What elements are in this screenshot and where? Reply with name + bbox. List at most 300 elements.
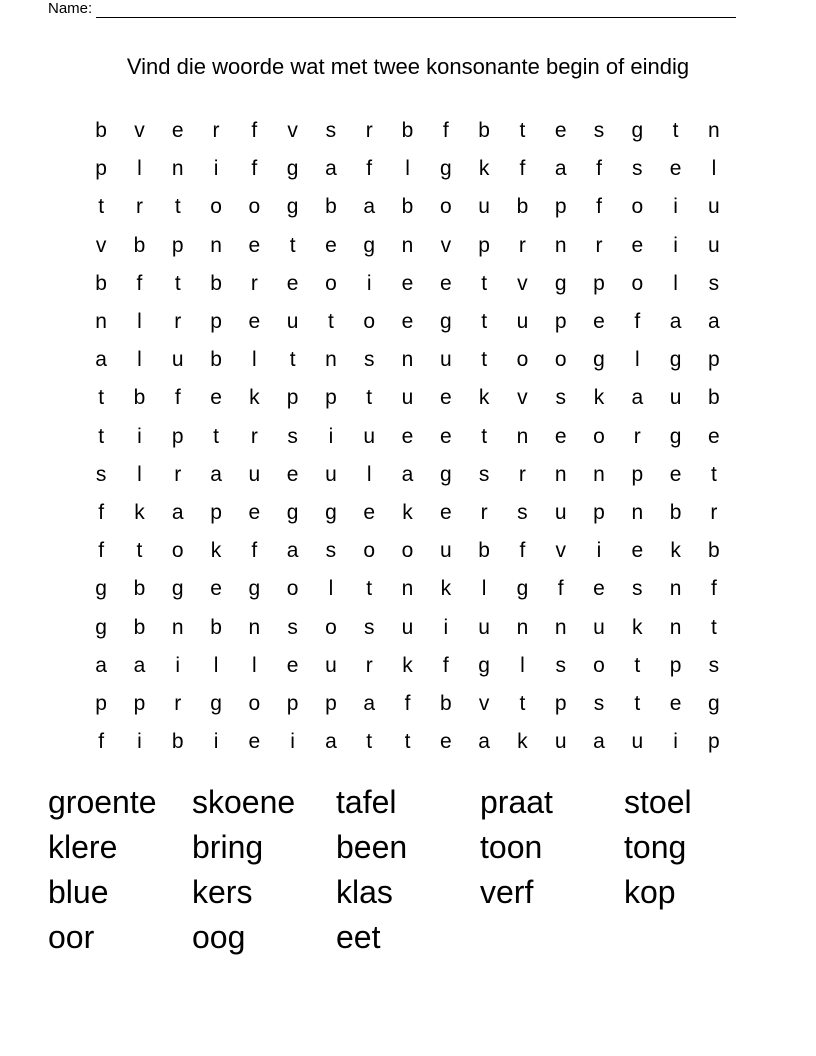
grid-cell: e [325,233,337,257]
grid-cell: o [554,348,567,372]
grid-cell: o [325,615,337,639]
grid-cell: f [404,691,411,715]
grid-cell: g [669,424,682,448]
grid-cell: s [363,615,375,639]
grid-cell: s [632,577,643,601]
grid-cell: i [137,730,142,754]
grid-cell: u [248,462,261,486]
grid-cell: e [171,119,184,143]
grid-cell: g [286,157,299,181]
grid-cell: f [136,271,143,295]
grid-cell: e [210,577,222,601]
grid-cell: g [439,157,452,181]
grid-cell: r [250,424,258,448]
grid-cell: v [440,233,452,257]
grid-cell: p [210,310,222,334]
grid-cell: t [634,653,641,677]
grid-cell: o [593,653,605,677]
grid-cell: a [133,653,146,677]
grid-cell: l [252,348,257,372]
grid-cell: u [708,195,720,219]
grid-cell: n [210,233,222,257]
grid-cell: p [554,195,567,219]
grid-cell: s [325,119,337,143]
grid-cell: a [593,730,605,754]
grid-cell: a [325,730,337,754]
grid-cell: u [478,615,490,639]
grid-cell: f [519,157,526,181]
grid-row [82,150,734,188]
grid-cell: n [325,348,337,372]
grid-cell: g [516,577,529,601]
grid-cell: n [401,348,414,372]
grid-cell: b [516,195,529,219]
grid-cell: t [174,271,181,295]
grid-cell: g [669,348,682,372]
grid-cell: u [631,730,644,754]
grid-cell: l [137,310,142,334]
grid-row [82,188,734,226]
grid-cell: p [210,500,222,524]
grid-cell: b [133,386,146,410]
grid-cell: u [478,195,490,219]
grid-cell: s [632,157,643,181]
grid-cell: i [673,233,678,257]
grid-cell: s [708,653,720,677]
name-label: Name: [48,0,93,17]
grid-cell: p [286,386,299,410]
grid-cell: k [670,539,681,563]
grid-cell: i [290,730,295,754]
grid-cell: n [248,615,261,639]
grid-cell: k [440,577,452,601]
grid-cell: g [286,195,299,219]
grid-cell: g [439,310,452,334]
word-list-item: oog [192,919,246,955]
word-list-item: skoene [192,784,296,820]
grid-cell: a [286,539,299,563]
grid-cell: o [631,195,644,219]
grid-cell: u [439,539,452,563]
grid-cell: e [554,119,567,143]
grid-cell: r [212,119,220,143]
grid-cell: a [631,386,644,410]
grid-row [82,532,734,570]
grid-cell: e [439,730,452,754]
grid-cell: n [669,615,682,639]
grid-cell: b [478,119,490,143]
grid-cell: v [517,271,528,295]
grid-cell: b [708,386,720,410]
word-list-item: toon [480,829,543,865]
grid-cell: t [98,424,105,448]
grid-cell: a [325,157,337,181]
grid-cell: n [171,157,184,181]
grid-cell: o [248,195,261,219]
grid-cell: b [708,539,720,563]
grid-cell: u [171,348,184,372]
grid-cell: t [98,386,105,410]
grid-cell: r [480,500,488,524]
word-list-item: blue [48,874,109,910]
grid-cell: p [171,233,184,257]
grid-cell: u [554,730,567,754]
grid-cell: p [325,386,337,410]
grid-cell: u [286,310,299,334]
grid-cell: n [401,577,414,601]
grid-cell: a [708,310,720,334]
grid-cell: r [595,233,603,257]
grid-cell: u [554,500,567,524]
grid-cell: g [478,653,490,677]
grid-cell: p [708,348,720,372]
grid-cell: a [210,462,222,486]
grid-cell: s [478,462,490,486]
grid-cell: o [363,539,376,563]
word-list-item: kers [192,874,253,910]
grid-cell: t [289,233,296,257]
grid-cell: f [251,157,258,181]
grid-cell: g [439,462,452,486]
grid-cell: b [95,119,107,143]
word-list [48,780,768,960]
grid-cell: r [365,653,373,677]
grid-cell: b [669,500,682,524]
grid-cell: l [673,271,678,295]
grid-cell: t [481,348,488,372]
grid-cell: b [478,539,490,563]
grid-cell: n [401,233,414,257]
grid-cell: s [325,539,337,563]
grid-row [82,418,734,456]
grid-cell: t [366,730,373,754]
grid-row [82,494,734,532]
grid-cell: k [210,539,222,563]
grid-cell: l [328,577,334,601]
grid-cell: r [174,462,182,486]
grid-cell: e [593,310,605,334]
grid-cell: a [554,157,567,181]
grid-cell: g [708,691,720,715]
word-list-item: verf [480,874,534,910]
grid-cell: n [516,424,529,448]
grid-row [82,570,734,608]
grid-cell: t [481,310,488,334]
grid-cell: r [710,500,718,524]
grid-cell: n [95,310,107,334]
grid-cell: g [171,577,184,601]
grid-cell: l [137,157,142,181]
word-search-grid [82,112,734,761]
grid-cell: o [516,348,529,372]
grid-cell: r [518,233,526,257]
grid-cell: t [213,424,219,448]
grid-cell: b [210,348,222,372]
grid-row [82,112,734,150]
grid-cell: l [405,157,410,181]
word-list-item: groente [48,784,157,820]
grid-cell: b [401,195,414,219]
grid-cell: p [708,730,720,754]
grid-cell: u [669,386,682,410]
grid-cell: u [325,653,337,677]
grid-cell: e [248,233,261,257]
grid-cell: f [596,157,602,181]
grid-cell: b [95,271,107,295]
grid-cell: o [171,539,184,563]
grid-cell: o [439,195,452,219]
grid-cell: l [137,348,142,372]
grid-cell: p [95,691,107,715]
grid-cell: e [631,539,644,563]
grid-cell: s [708,271,720,295]
grid-cell: p [325,691,337,715]
grid-cell: o [593,424,605,448]
grid-cell: b [210,615,222,639]
grid-cell: p [669,653,682,677]
grid-cell: k [402,500,413,524]
grid-cell: a [669,310,682,334]
grid-cell: p [631,462,644,486]
word-list-item: stoel [624,784,692,820]
grid-cell: v [95,233,107,257]
word-list-item: kop [624,874,676,910]
grid-cell: i [673,730,678,754]
grid-cell: g [554,271,567,295]
grid-cell: f [366,157,373,181]
grid-cell: n [554,233,567,257]
grid-cell: e [439,424,452,448]
grid-cell: b [133,615,146,639]
grid-cell: k [478,157,490,181]
grid-cell: s [517,500,528,524]
word-list-item: been [336,829,408,865]
grid-cell: i [328,424,334,448]
grid-cell: k [593,386,605,410]
grid-cell: b [210,271,222,295]
grid-cell: e [593,577,605,601]
word-list-item: klas [336,874,393,910]
grid-cell: r [633,424,641,448]
grid-cell: p [286,691,299,715]
grid-cell: e [210,386,222,410]
grid-cell: p [554,691,567,715]
grid-cell: l [711,157,717,181]
grid-cell: l [366,462,372,486]
grid-cell: e [401,271,414,295]
grid-cell: l [520,653,525,677]
grid-cell: e [708,424,720,448]
grid-cell: p [133,691,146,715]
grid-cell: t [710,615,717,639]
grid-row [82,608,734,646]
grid-cell: a [478,730,490,754]
grid-cell: e [669,462,682,486]
grid-cell: a [171,500,184,524]
grid-cell: f [442,653,449,677]
grid-cell: f [710,577,717,601]
word-list-item: klere [48,829,118,865]
grid-row [82,341,734,379]
grid-cell: i [213,157,219,181]
grid-cell: o [286,577,299,601]
grid-cell: v [134,119,145,143]
grid-cell: n [669,577,682,601]
grid-cell: e [669,691,682,715]
grid-cell: e [401,424,414,448]
grid-cell: g [593,348,605,372]
grid-cell: n [708,119,720,143]
word-list-item: oor [48,919,95,955]
grid-cell: u [516,310,529,334]
grid-cell: f [98,539,105,563]
grid-cell: p [593,271,605,295]
grid-cell: n [554,615,567,639]
word-list-item: tafel [336,784,397,820]
grid-cell: p [171,424,184,448]
grid-cell: n [171,615,184,639]
grid-cell: t [366,386,373,410]
grid-cell: r [174,691,182,715]
grid-cell: a [401,462,414,486]
grid-cell: e [439,500,452,524]
grid-cell: r [174,310,182,334]
grid-cell: r [250,271,258,295]
grid-cell: t [710,462,717,486]
grid-cell: p [554,310,567,334]
grid-cell: p [593,500,605,524]
grid-cell: s [363,348,375,372]
grid-cell: g [631,119,644,143]
grid-cell: s [287,615,298,639]
word-list-item: bring [192,829,264,865]
grid-cell: e [248,730,261,754]
grid-cell: f [557,577,564,601]
grid-cell: u [439,348,452,372]
grid-cell: s [95,462,107,486]
grid-cell: f [251,539,258,563]
grid-cell: e [669,157,682,181]
grid-cell: k [632,615,643,639]
grid-cell: a [363,195,376,219]
grid-cell: t [404,730,411,754]
grid-cell: e [286,653,299,677]
name-underline[interactable] [96,3,736,18]
grid-cell: i [137,424,142,448]
grid-cell: t [519,119,526,143]
grid-cell: s [287,424,298,448]
grid-cell: g [210,691,222,715]
grid-cell: b [133,577,146,601]
grid-cell: o [325,271,337,295]
grid-cell: a [95,653,107,677]
grid-cell: g [363,233,376,257]
grid-cell: o [401,539,414,563]
grid-cell: t [481,424,488,448]
word-list-item: tong [624,829,687,865]
word-list-item: eet [336,919,381,955]
grid-row [82,265,734,303]
grid-cell: g [325,500,337,524]
grid-cell: v [517,386,528,410]
grid-cell: b [133,233,146,257]
grid-cell: o [363,310,376,334]
grid-cell: e [286,271,299,295]
grid-cell: a [363,691,376,715]
grid-cell: e [248,500,261,524]
grid-cell: n [516,615,529,639]
grid-cell: f [251,119,258,143]
name-field[interactable] [48,0,736,18]
grid-cell: t [289,348,296,372]
grid-cell: t [672,119,679,143]
grid-cell: t [481,271,488,295]
grid-cell: v [287,119,298,143]
grid-cell: b [439,691,452,715]
grid-cell: u [363,424,376,448]
grid-cell: n [554,462,567,486]
grid-cell: u [325,462,337,486]
grid-cell: v [555,539,566,563]
grid-cell: k [478,386,490,410]
grid-row [82,685,734,723]
grid-row [82,723,734,761]
grid-cell: f [174,386,181,410]
grid-row [82,456,734,494]
grid-cell: k [134,500,145,524]
grid-cell: i [443,615,449,639]
grid-cell: f [442,119,449,143]
grid-cell: f [634,310,641,334]
grid-row [82,303,734,341]
grid-cell: r [135,195,143,219]
grid-cell: r [365,119,373,143]
grid-cell: k [402,653,413,677]
grid-cell: v [478,691,490,715]
grid-cell: a [95,348,107,372]
grid-cell: u [401,615,414,639]
grid-cell: k [517,730,528,754]
grid-cell: l [137,462,142,486]
grid-cell: u [708,233,720,257]
grid-cell: o [248,691,261,715]
grid-row [82,227,734,265]
grid-cell: t [634,691,641,715]
grid-cell: f [596,195,602,219]
grid-cell: s [555,386,566,410]
grid-cell: b [401,119,414,143]
grid-cell: u [593,615,605,639]
grid-cell: n [631,500,644,524]
grid-cell: s [593,119,605,143]
word-list-item: praat [480,784,553,820]
grid-cell: g [248,577,261,601]
grid-cell: l [634,348,640,372]
grid-cell: p [478,233,490,257]
grid-cell: r [518,462,526,486]
grid-cell: o [631,271,644,295]
grid-cell: f [98,730,105,754]
grid-cell: l [252,653,257,677]
grid-cell: n [593,462,605,486]
grid-cell: t [136,539,143,563]
grid-cell: e [363,500,376,524]
grid-cell: g [286,500,299,524]
grid-cell: e [439,386,452,410]
grid-cell: f [98,500,105,524]
grid-cell: s [555,653,566,677]
grid-cell: i [213,730,219,754]
